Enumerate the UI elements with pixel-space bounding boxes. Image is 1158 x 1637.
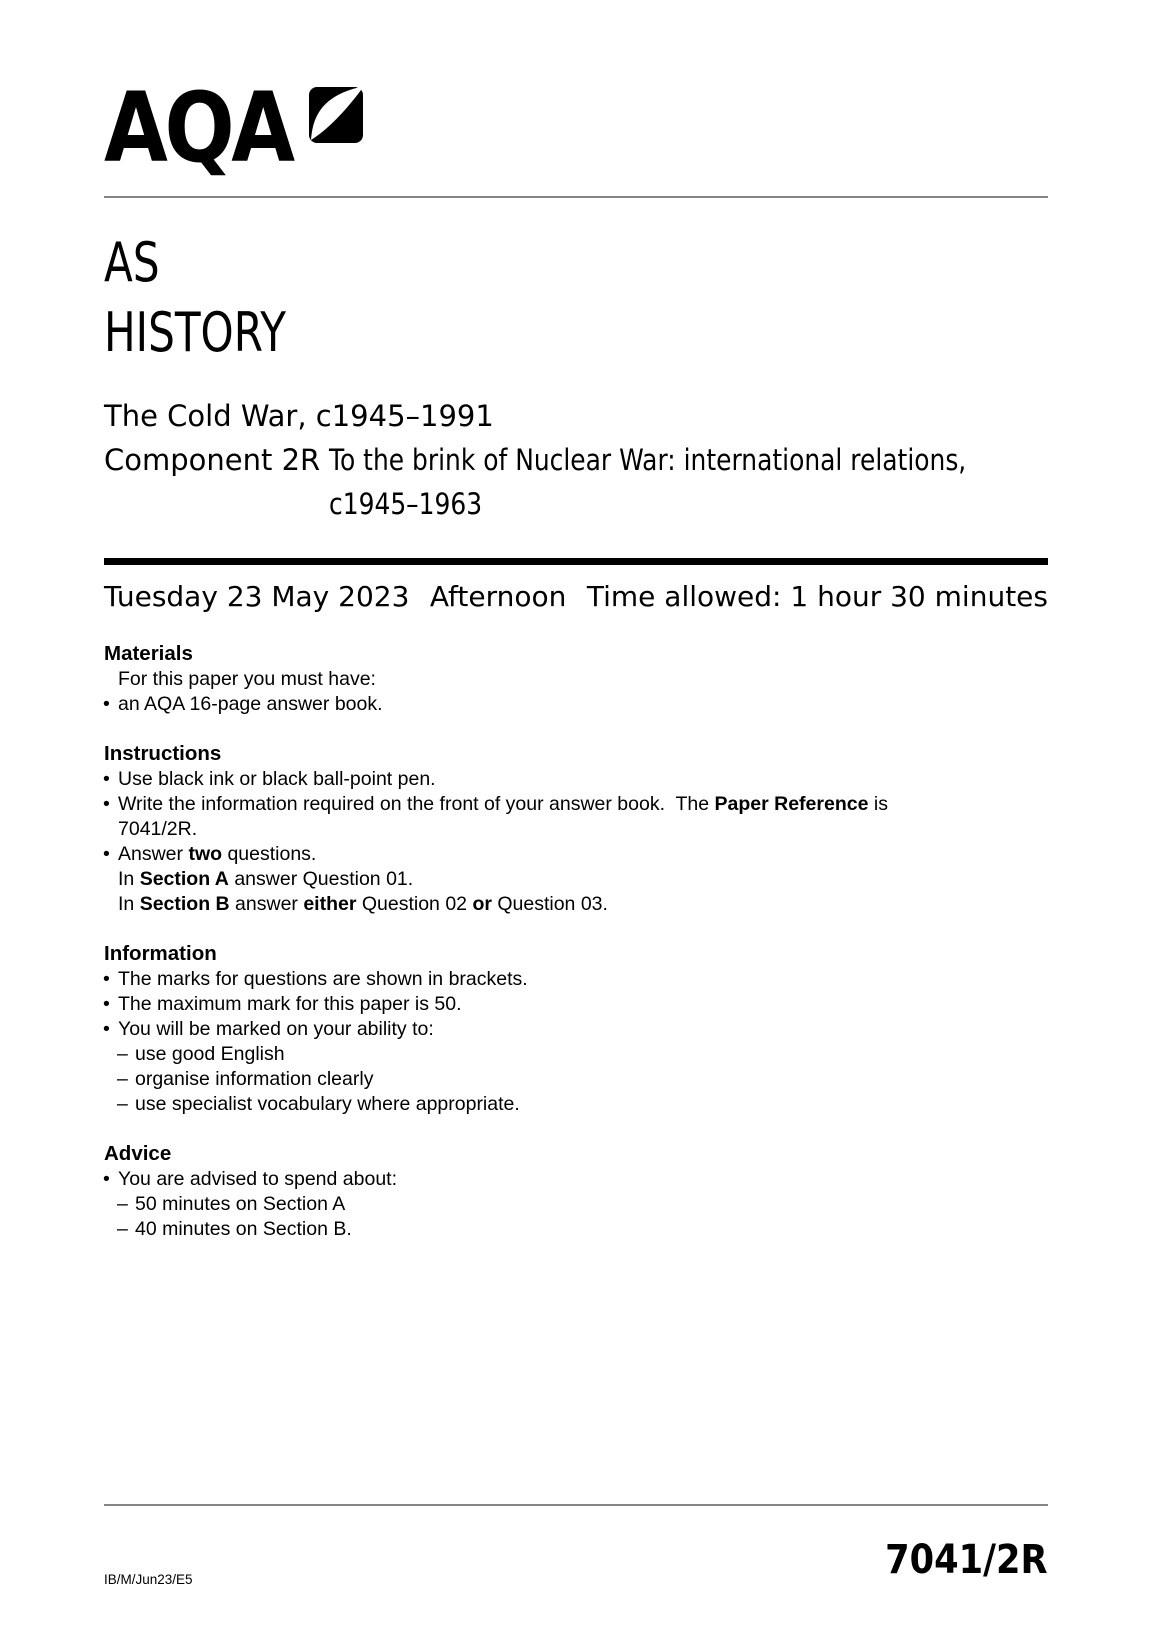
subject-title: HISTORY (104, 301, 287, 364)
bullet-item (104, 842, 1048, 867)
line-text: use specialist vocabulary where appropriate. (135, 1093, 520, 1115)
dash-marker-icon: – (117, 1193, 128, 1215)
bullet-item (104, 767, 1048, 792)
footer-divider-line (104, 1504, 1048, 1506)
line-text: In Section A answer Question 01. (118, 868, 414, 890)
bullet-marker-icon: • (103, 793, 110, 815)
course-title: The Cold War, c1945–1991 (104, 399, 494, 433)
bullet-marker-icon: • (103, 1018, 110, 1040)
dash-item (104, 1092, 1048, 1117)
bullet-marker-icon: • (103, 993, 110, 1015)
qualification-level: AS (104, 231, 160, 294)
dash-item (104, 1042, 1048, 1067)
dash-marker-icon: – (117, 1043, 128, 1065)
aqa-leaf-icon (308, 86, 364, 149)
bullet-item (104, 1167, 1048, 1192)
time-allowed: Time allowed: 1 hour 30 minutes (586, 580, 1048, 613)
dash-marker-icon: – (117, 1218, 128, 1240)
line-text: 40 minutes on Section B. (135, 1218, 352, 1240)
session-row (104, 577, 1048, 617)
cont-item (104, 892, 1048, 917)
section-advice (104, 1140, 1048, 1242)
dash-item (104, 1217, 1048, 1242)
component-row (104, 438, 1048, 526)
aqa-logo-text: AQA (104, 72, 292, 184)
text-item (104, 668, 376, 690)
line-text: Answer two questions. (118, 843, 317, 865)
dash-item (104, 1192, 1048, 1217)
section-instructions (104, 740, 1048, 917)
bullet-marker-icon: • (103, 968, 110, 990)
title-block (104, 228, 1048, 368)
line-text: organise information clearly (135, 1068, 374, 1090)
bullet-marker-icon: • (103, 693, 110, 715)
paper-code: 7041/2R (885, 1537, 1048, 1583)
component-label: Component 2R (104, 443, 321, 477)
bullet-item (104, 967, 1048, 992)
line-text: For this paper you must have: (118, 668, 376, 690)
line-text: 7041/2R. (118, 818, 198, 840)
header-divider-line (104, 196, 1048, 198)
line-text: use good English (135, 1043, 285, 1065)
cont-item (104, 817, 1048, 842)
footer-reference-code: IB/M/Jun23/E5 (104, 1572, 193, 1587)
section-materials (104, 640, 1048, 717)
component-title-line1: To the brink of Nuclear War: international relations, (329, 443, 967, 477)
section-heading-instructions: Instructions (104, 742, 222, 765)
exam-date: Tuesday 23 May 2023 (104, 580, 410, 613)
instruction-sections (104, 640, 1048, 1242)
dash-item (104, 1067, 1048, 1092)
bullet-marker-icon: • (103, 768, 110, 790)
line-text: The maximum mark for this paper is 50. (118, 993, 462, 1015)
exam-time-of-day: Afternoon (429, 580, 567, 613)
aqa-logo (104, 0, 1048, 184)
section-heading-materials: Materials (104, 642, 193, 665)
bullet-item (104, 792, 1048, 817)
section-divider-bar (104, 558, 1048, 565)
bullet-marker-icon: • (103, 843, 110, 865)
line-text: In Section B answer either Question 02 or Question 03. (118, 893, 608, 915)
line-text: Use black ink or black ball-point pen. (118, 768, 436, 790)
line-text: Write the information required on the front of your answer book. The Paper Reference is (118, 793, 888, 815)
component-title (329, 438, 1070, 526)
bullet-marker-icon: • (103, 1168, 110, 1190)
component-title-line2: c1945–1963 (329, 487, 483, 521)
line-text: an AQA 16-page answer book. (118, 693, 383, 715)
line-text: You will be marked on your ability to: (118, 1018, 434, 1040)
section-heading-advice: Advice (104, 1142, 172, 1165)
line-text: The marks for questions are shown in brackets. (118, 968, 528, 990)
line-text: You are advised to spend about: (118, 1168, 397, 1190)
bullet-item (104, 692, 1048, 717)
cont-item (104, 867, 1048, 892)
section-information (104, 940, 1048, 1117)
dash-marker-icon: – (117, 1068, 128, 1090)
line-text: 50 minutes on Section A (135, 1193, 346, 1215)
section-heading-information: Information (104, 942, 217, 965)
bullet-item (104, 992, 1048, 1017)
bullet-item (104, 1017, 1048, 1042)
dash-marker-icon: – (117, 1093, 128, 1115)
course-block (104, 394, 1048, 526)
